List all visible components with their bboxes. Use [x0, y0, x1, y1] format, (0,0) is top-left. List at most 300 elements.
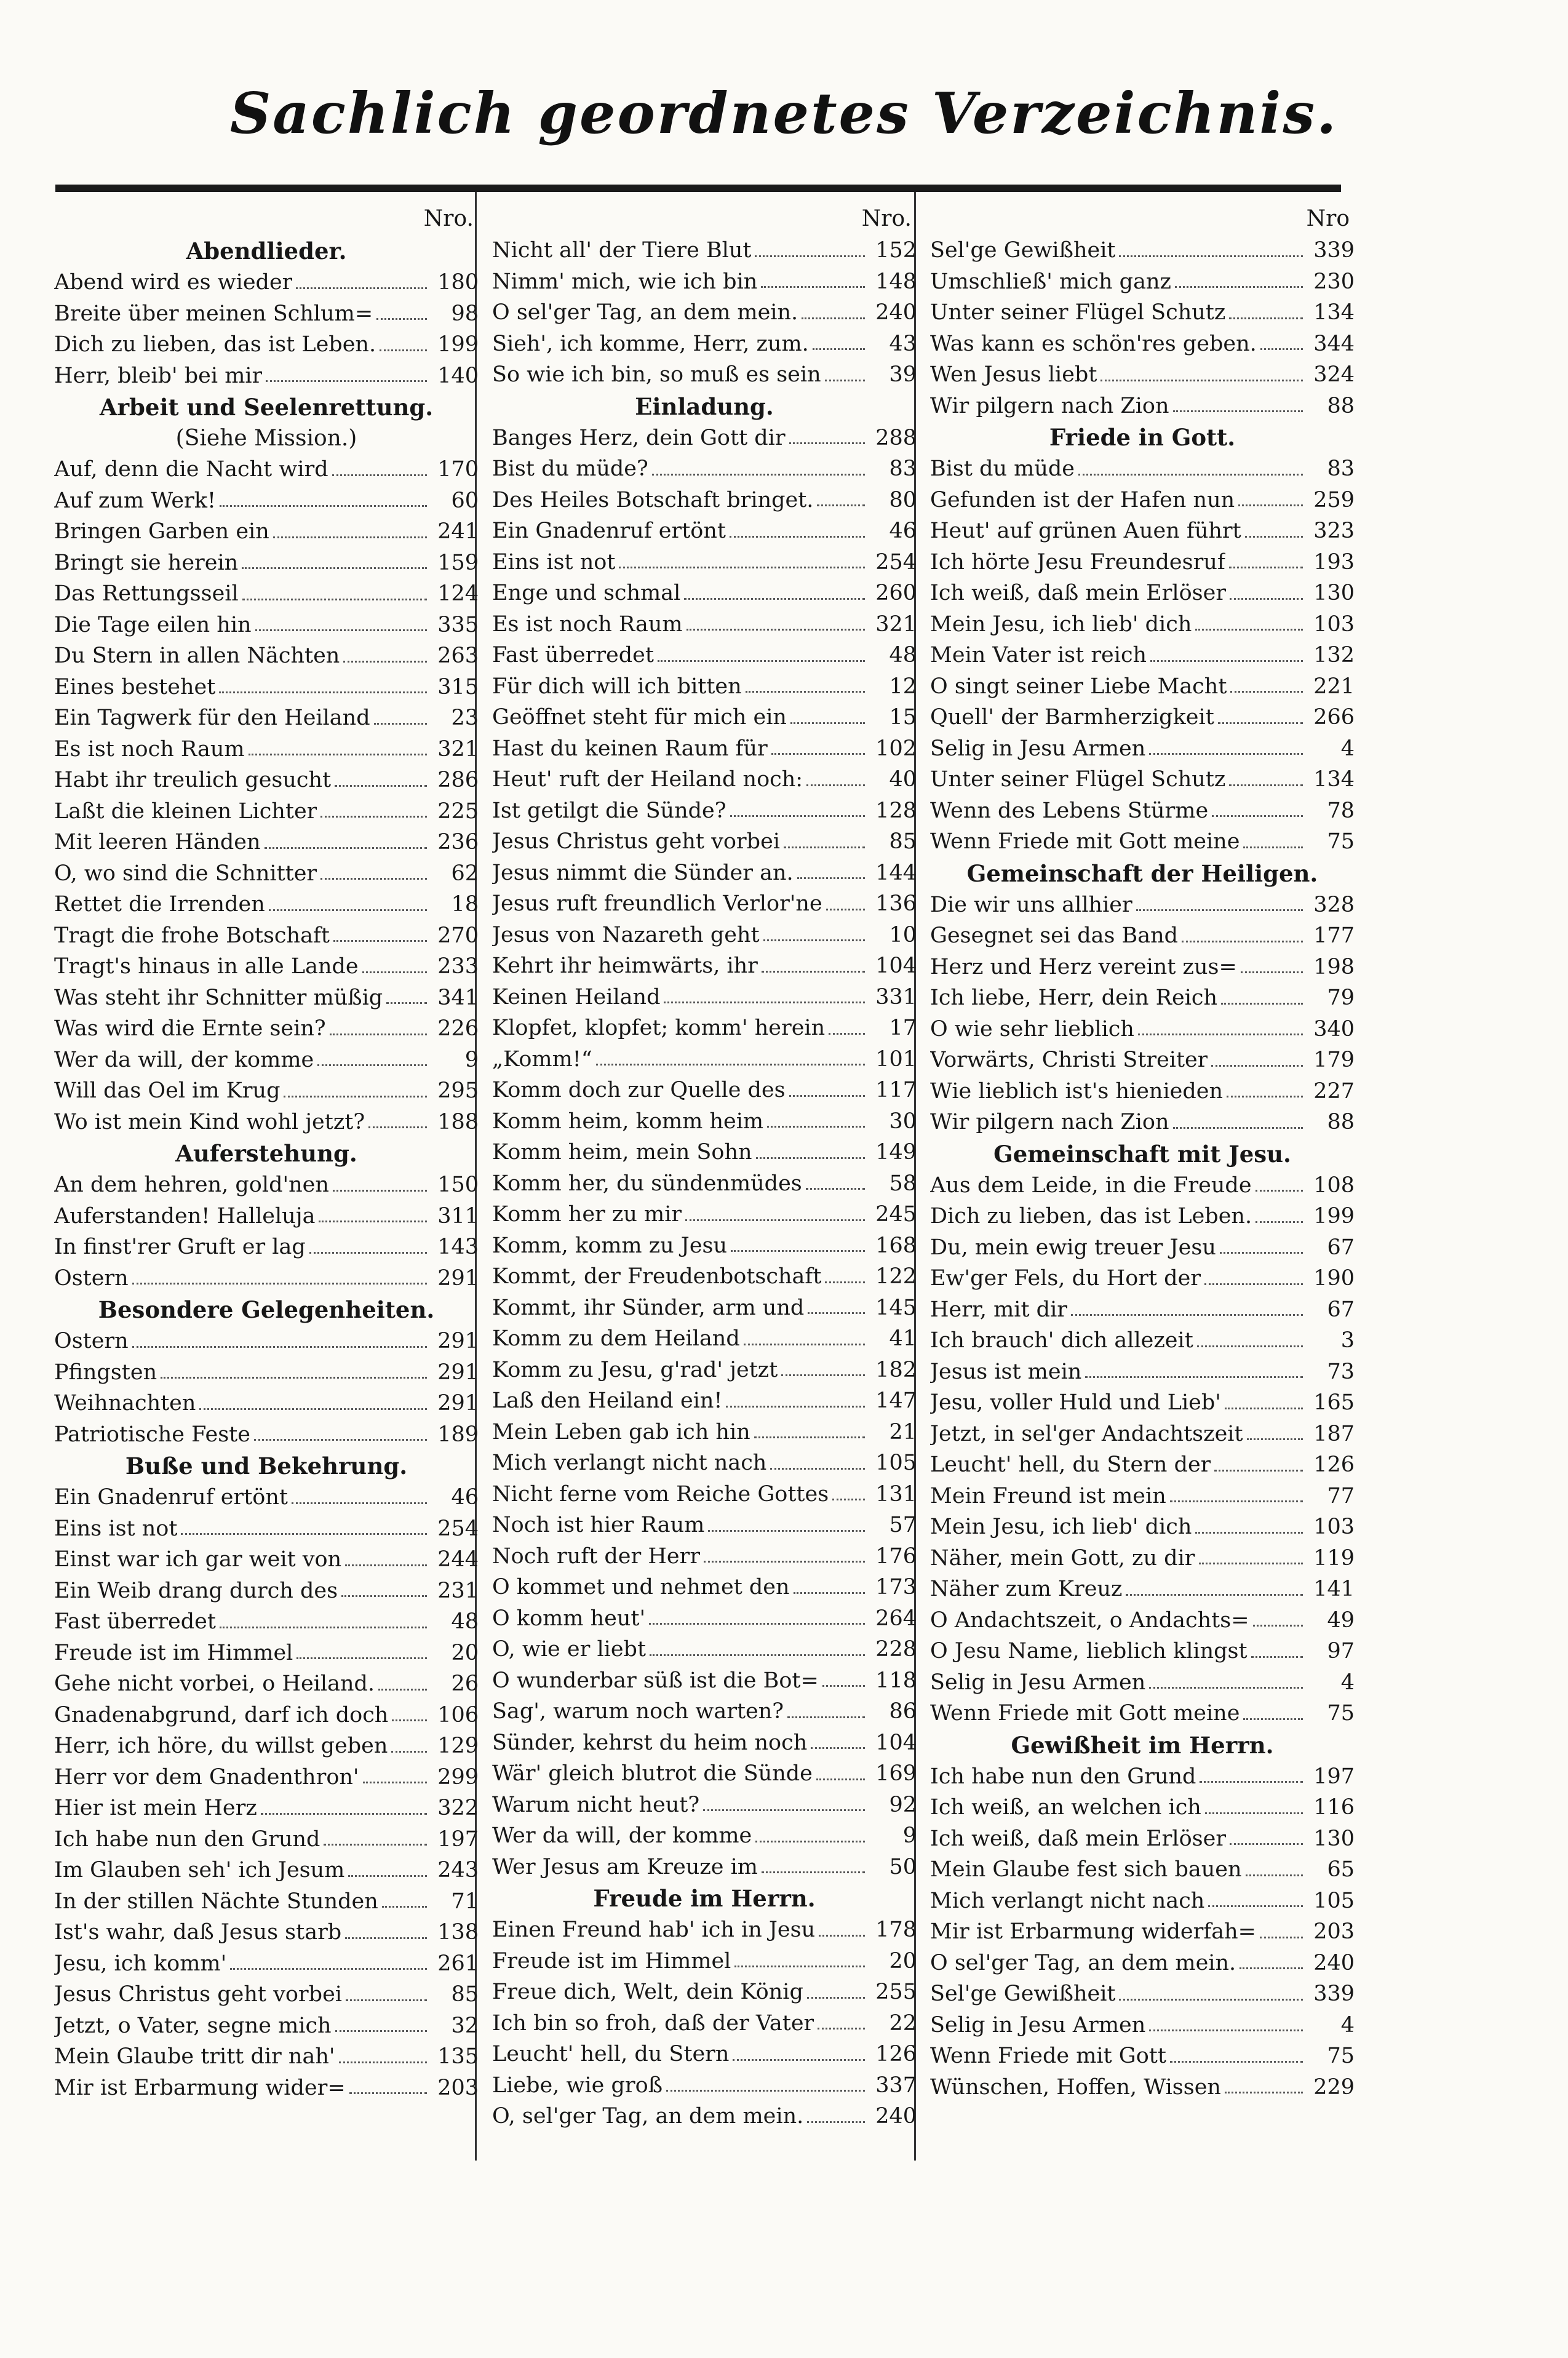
entry-title: Geöffnet steht für mich ein	[492, 705, 787, 730]
entry-title: O wunderbar süß ist die Bot=	[492, 1668, 819, 1693]
index-entry	[54, 1606, 479, 1638]
entry-title: Das Rettungsseil	[54, 581, 239, 606]
entry-number: 65	[1327, 1857, 1355, 1882]
index-entry	[492, 950, 917, 982]
dot-leader	[261, 1813, 427, 1815]
index-entry	[930, 1045, 1355, 1076]
index-entry	[492, 485, 917, 516]
dot-leader	[1149, 2029, 1303, 2031]
dot-leader	[807, 1997, 865, 1999]
entry-title: O, wo sind die Schnitter	[54, 861, 317, 886]
index-entry	[54, 1793, 479, 1824]
entry-title: Wünschen, Hoffen, Wissen	[930, 2074, 1221, 2100]
dot-leader	[652, 474, 865, 476]
entry-title: Ein Weib drang durch des	[54, 1578, 338, 1603]
entry-number: 339	[1313, 238, 1355, 263]
entry-title: Mein Glaube tritt dir nah'	[54, 2044, 335, 2069]
index-entry	[492, 702, 917, 733]
entry-title: So wie ich bin, so muß es sein	[492, 362, 821, 387]
index-entry	[492, 1603, 917, 1635]
entry-title: Die Tage eilen hin	[54, 612, 252, 637]
entry-title: Wir pilgern nach Zion	[930, 393, 1169, 418]
dot-leader	[703, 1809, 865, 1811]
entry-title: Sag', warum noch warten?	[492, 1699, 784, 1724]
entry-number: 97	[1327, 1639, 1355, 1663]
entry-title: Mit leeren Händen	[54, 830, 261, 854]
index-entry	[930, 235, 1355, 266]
dot-leader	[787, 1716, 865, 1718]
dot-leader	[1243, 846, 1303, 848]
dot-leader	[733, 2059, 865, 2061]
dot-leader	[1119, 255, 1303, 257]
dot-leader	[319, 1221, 427, 1222]
entry-number: 199	[437, 332, 479, 357]
dot-leader	[789, 442, 865, 444]
entry-title: Wie lieblich ist's hienieden	[930, 1078, 1224, 1104]
index-entry	[492, 547, 917, 578]
entry-title: Näher, mein Gott, zu dir	[930, 1545, 1195, 1571]
index-entry	[930, 1574, 1355, 1605]
dot-leader	[596, 1064, 865, 1065]
entry-title: Dich zu lieben, das ist Leben.	[930, 1204, 1252, 1229]
index-entry	[492, 423, 917, 454]
entry-number: 67	[1327, 1297, 1355, 1322]
index-entry	[930, 1916, 1355, 1948]
index-entry	[492, 609, 917, 640]
dot-leader	[730, 815, 865, 817]
dot-leader	[1136, 909, 1303, 911]
entry-number: 48	[451, 1609, 479, 1634]
index-column-3	[930, 203, 1355, 2159]
entry-number: 46	[451, 1485, 479, 1510]
entry-number: 103	[1313, 611, 1355, 637]
index-entry	[54, 1638, 479, 1669]
dot-leader	[1085, 1376, 1303, 1378]
index-entry	[930, 1978, 1355, 2010]
entry-number: 240	[875, 300, 917, 325]
index-entry	[492, 1106, 917, 1137]
dot-leader	[230, 1968, 427, 1970]
entry-number: 26	[451, 1671, 479, 1696]
entry-title: Mich verlangt nicht nach	[930, 1888, 1205, 1913]
dot-leader	[1149, 1687, 1303, 1689]
entry-number: 291	[437, 1265, 479, 1291]
dot-leader	[813, 348, 865, 350]
entry-title: In finst'rer Gruft er lag	[54, 1235, 306, 1259]
dot-leader	[817, 504, 865, 506]
entry-title: Jetzt, in sel'ger Andachtszeit	[930, 1421, 1243, 1446]
entry-title: Ich weiß, daß mein Erlöser	[930, 1826, 1227, 1851]
section-heading: Gewißheit im Herrn.	[1011, 1731, 1274, 1759]
entry-number: 165	[1313, 1390, 1355, 1415]
dot-leader	[374, 723, 427, 725]
dot-leader	[1251, 1656, 1303, 1658]
dot-leader	[619, 567, 865, 568]
entry-number: 295	[437, 1078, 479, 1103]
entry-title: Kommt, ihr Sünder, arm und	[492, 1295, 805, 1320]
dot-leader	[339, 2061, 428, 2063]
dot-leader	[1173, 1127, 1303, 1129]
entry-number: 141	[1313, 1577, 1355, 1601]
entry-number: 23	[451, 706, 479, 730]
entry-title: Auferstanden! Halleluja	[54, 1203, 316, 1229]
entry-title: Du, mein ewig treuer Jesu	[930, 1235, 1216, 1260]
entry-number: 173	[875, 1575, 917, 1599]
entry-title: Komm, komm zu Jesu	[492, 1233, 728, 1258]
dot-leader	[1256, 1190, 1303, 1192]
dot-leader	[349, 2092, 427, 2094]
entry-number: 77	[1327, 1483, 1355, 1508]
entry-number: 323	[1313, 519, 1355, 543]
entry-title: Sel'ge Gewißheit	[930, 1982, 1116, 2006]
section-heading: Abendlieder.	[186, 237, 347, 265]
dot-leader	[284, 1096, 427, 1097]
entry-number: 83	[889, 456, 917, 481]
section-heading: Einladung.	[635, 392, 774, 420]
entry-number: 138	[437, 1920, 479, 1945]
index-entry	[492, 516, 917, 547]
index-entry	[492, 982, 917, 1013]
dot-leader	[806, 1188, 865, 1190]
dot-leader	[666, 2090, 865, 2092]
dot-leader	[320, 878, 427, 880]
entry-title: Im Glauben seh' ich Jesum	[54, 1858, 345, 1882]
dot-leader	[320, 816, 427, 818]
entry-title: O kommet und nehmet den	[492, 1575, 790, 1599]
dot-leader	[161, 1377, 427, 1379]
entry-title: Jesus ruft freundlich Verlor'ne	[492, 891, 822, 916]
entry-number: 148	[875, 269, 917, 294]
dot-leader	[386, 1002, 427, 1004]
index-entry	[54, 734, 479, 765]
index-entry	[492, 858, 917, 889]
dot-leader	[376, 318, 427, 320]
entry-number: 255	[875, 1980, 917, 2004]
entry-title: Noch ist hier Raum	[492, 1513, 705, 1537]
index-entry	[930, 764, 1355, 795]
index-entry	[492, 1448, 917, 1479]
dot-leader	[391, 1751, 427, 1753]
dot-leader	[708, 1530, 865, 1532]
index-entry	[492, 826, 917, 858]
index-entry	[492, 795, 917, 827]
dot-leader	[1245, 536, 1303, 538]
index-entry	[54, 1419, 479, 1451]
entry-number: 41	[889, 1326, 917, 1351]
entry-number: 62	[451, 861, 479, 886]
entry-number: 18	[451, 892, 479, 917]
index-entry	[930, 1107, 1355, 1138]
entry-number: 225	[437, 799, 479, 824]
entry-title: Wer da will, der komme	[492, 1823, 752, 1848]
entry-number: 245	[875, 1202, 917, 1227]
entry-number: 118	[875, 1668, 917, 1693]
entry-title: Ich weiß, daß mein Erlöser	[930, 581, 1227, 605]
entry-number: 101	[875, 1046, 917, 1072]
entry-title: Näher zum Kreuz	[930, 1577, 1123, 1601]
entry-number: 49	[1327, 1607, 1355, 1633]
entry-number: 228	[875, 1637, 917, 1662]
index-entry	[930, 1823, 1355, 1855]
entry-title: Bist du müde?	[492, 456, 648, 481]
entry-title: O, wie er liebt	[492, 1637, 647, 1662]
entry-title: Jesus Christus geht vorbei	[54, 1982, 342, 2007]
index-entry	[930, 2010, 1355, 2041]
entry-title: Bringen Garben ein	[54, 519, 269, 544]
index-entry	[930, 1356, 1355, 1388]
entry-number: 3	[1340, 1328, 1355, 1353]
entry-title: Gehe nicht vorbei, o Heiland.	[54, 1671, 375, 1696]
entry-number: 80	[889, 487, 917, 512]
entry-title: Auf zum Werk!	[54, 488, 217, 513]
entry-title: Jetzt, o Vater, segne mich	[54, 2013, 332, 2038]
dot-leader	[832, 1499, 865, 1500]
entry-title: Nicht ferne vom Reiche Gottes	[492, 1481, 829, 1507]
entry-number: 240	[1313, 1950, 1355, 1975]
dot-leader	[658, 660, 865, 662]
dot-leader	[382, 1906, 427, 1908]
entry-number: 177	[1313, 923, 1355, 948]
index-entry	[930, 1854, 1355, 1886]
index-entry	[930, 1201, 1355, 1232]
index-entry	[930, 485, 1355, 516]
entry-title: Mein Vater ist reich	[930, 643, 1147, 667]
index-entry	[930, 982, 1355, 1014]
entry-number: 20	[451, 1640, 479, 1665]
entry-title: Heut' auf grünen Auen führt	[930, 519, 1241, 543]
dot-leader	[249, 754, 427, 755]
dot-leader	[1208, 1905, 1303, 1907]
entry-number: 266	[1313, 705, 1355, 730]
index-entry	[54, 1513, 479, 1545]
entry-title: Will das Oel im Krug	[54, 1078, 281, 1103]
index-entry	[930, 453, 1355, 485]
index-entry	[930, 1294, 1355, 1326]
index-entry	[492, 1168, 917, 1200]
dot-leader	[686, 629, 865, 631]
index-entry	[492, 578, 917, 609]
entry-number: 240	[875, 2104, 917, 2129]
entry-number: 20	[889, 1948, 917, 1974]
entry-title: Wenn des Lebens Stürme	[930, 798, 1209, 823]
entry-number: 117	[875, 1078, 917, 1102]
dot-leader	[789, 1095, 865, 1097]
entry-number: 236	[437, 830, 479, 854]
entry-title: Umschließ' mich ganz	[930, 269, 1171, 294]
entry-number: 12	[889, 674, 917, 699]
entry-title: Enge und schmal	[492, 581, 681, 605]
entry-number: 261	[437, 1951, 479, 1976]
index-entry	[54, 1169, 479, 1201]
entry-title: Wir pilgern nach Zion	[930, 1110, 1169, 1134]
entry-number: 78	[1327, 798, 1355, 823]
dot-leader	[1256, 1221, 1303, 1223]
entry-title: Wär' gleich blutrot die Sünde	[492, 1761, 813, 1786]
entry-number: 315	[437, 674, 479, 699]
dot-leader	[1199, 1563, 1303, 1564]
dot-leader	[755, 255, 865, 257]
dot-leader	[378, 1689, 427, 1691]
dot-leader	[1238, 504, 1303, 506]
entry-title: Hier ist mein Herz	[54, 1796, 257, 1820]
dot-leader	[324, 1844, 427, 1846]
entry-title: Herr, mit dir	[930, 1297, 1068, 1322]
dot-leader	[1240, 1967, 1303, 1969]
entry-title: Was wird die Ernte sein?	[54, 1016, 326, 1041]
index-entry	[930, 1605, 1355, 1636]
entry-number: 340	[1313, 1016, 1355, 1042]
index-entry	[930, 609, 1355, 640]
entry-title: Unter seiner Flügel Schutz	[930, 767, 1226, 792]
dot-leader	[1078, 474, 1303, 476]
dot-leader	[1229, 317, 1303, 319]
index-entry	[492, 888, 917, 920]
entry-title: Ist getilgt die Sünde?	[492, 798, 726, 823]
entry-number: 79	[1327, 986, 1355, 1010]
dot-leader	[797, 877, 865, 879]
index-entry	[54, 858, 479, 890]
index-entry	[492, 1293, 917, 1324]
number-column-header: Nro.	[861, 206, 912, 231]
entry-title: Selig in Jesu Armen	[930, 1670, 1146, 1695]
entry-title: Gnadenabgrund, darf ich doch	[54, 1702, 389, 1727]
index-entry	[492, 1852, 917, 1883]
dot-leader	[1182, 941, 1303, 942]
entry-number: 22	[889, 2010, 917, 2036]
dot-leader	[1243, 1718, 1303, 1720]
entry-number: 126	[1313, 1452, 1355, 1477]
entry-number: 86	[889, 1699, 917, 1724]
entry-title: Mir ist Erbarmung wider=	[54, 2075, 346, 2100]
entry-number: 197	[1313, 1764, 1355, 1789]
index-entry	[54, 920, 479, 952]
index-entry	[54, 951, 479, 982]
entry-title: Des Heiles Botschaft bringet.	[492, 487, 814, 512]
entry-number: 143	[437, 1235, 479, 1259]
dot-leader	[363, 1782, 427, 1783]
page-title: Sachlich geordnetes Verzeichnis.	[229, 80, 1339, 146]
index-entry	[930, 1667, 1355, 1699]
dot-leader	[818, 2028, 865, 2029]
entry-title: Komm zu dem Heiland	[492, 1326, 740, 1351]
dot-leader	[1170, 2061, 1303, 2063]
index-entry	[492, 764, 917, 795]
index-entry	[930, 1387, 1355, 1419]
index-entry	[54, 267, 479, 298]
dot-leader	[650, 1654, 865, 1656]
dot-leader	[332, 474, 427, 476]
dot-leader	[819, 1935, 865, 1937]
index-entry	[930, 578, 1355, 609]
entry-number: 197	[437, 1826, 479, 1852]
entry-title: Was kann es schön'res geben.	[930, 331, 1257, 356]
entry-title: Nimm' mich, wie ich bin	[492, 269, 758, 294]
entry-number: 168	[875, 1233, 917, 1258]
entry-title: Mein Freund ist mein	[930, 1483, 1166, 1508]
entry-title: Ist's wahr, daß Jesus starb	[54, 1920, 342, 1945]
entry-title: Breite über meinen Schlum=	[54, 301, 373, 326]
entry-number: 71	[451, 1889, 479, 1914]
index-entry	[54, 1357, 479, 1388]
entry-title: Patriotische Feste	[54, 1422, 250, 1447]
entry-number: 58	[889, 1171, 917, 1196]
index-entry	[930, 547, 1355, 578]
entry-number: 48	[889, 643, 917, 667]
entry-number: 182	[875, 1357, 917, 1382]
entry-title: Heut' ruft der Heiland noch:	[492, 767, 803, 792]
dot-leader	[333, 940, 427, 942]
entry-number: 337	[875, 2073, 917, 2098]
entry-number: 321	[437, 736, 479, 762]
entry-title: Abend wird es wieder	[54, 270, 293, 295]
entry-title: Eins ist not	[54, 1516, 178, 1541]
index-entry	[492, 1634, 917, 1665]
index-entry	[54, 889, 479, 920]
index-entry	[492, 2008, 917, 2039]
entry-title: Klopfet, klopfet; komm' herein	[492, 1016, 826, 1040]
entry-title: Selig in Jesu Armen	[930, 736, 1146, 761]
entry-title: Komm her zu mir	[492, 1202, 682, 1227]
entry-number: 43	[889, 331, 917, 356]
entry-number: 134	[1313, 300, 1355, 325]
dot-leader	[362, 971, 427, 973]
dot-leader	[649, 1623, 865, 1625]
entry-title: Wer da will, der komme	[54, 1047, 314, 1072]
dot-leader	[756, 1157, 865, 1159]
entry-number: 144	[875, 860, 917, 885]
dot-leader	[368, 1126, 427, 1128]
index-entry	[492, 453, 917, 485]
dot-leader	[790, 722, 865, 724]
entry-number: 286	[437, 768, 479, 792]
index-entry	[54, 1731, 479, 1762]
dot-leader	[744, 1344, 865, 1345]
entry-title: Pfingsten	[54, 1360, 157, 1385]
index-entry	[492, 1199, 917, 1230]
entry-number: 88	[1327, 393, 1355, 418]
index-entry	[54, 1326, 479, 1357]
dot-leader	[392, 1719, 427, 1721]
dot-leader	[685, 1219, 865, 1221]
index-column-2	[492, 203, 917, 2159]
dot-leader	[219, 691, 427, 693]
entry-title: O, sel'ger Tag, an dem mein.	[492, 2104, 804, 2129]
index-entry	[54, 1544, 479, 1575]
entry-title: Ew'ger Fels, du Hort der	[930, 1266, 1201, 1291]
index-entry	[54, 796, 479, 827]
dot-leader	[181, 1533, 427, 1535]
index-entry	[930, 297, 1355, 329]
entry-number: 104	[875, 1730, 917, 1755]
entry-title: Einst war ich gar weit von	[54, 1547, 342, 1572]
index-entry	[492, 2039, 917, 2070]
entry-number: 178	[875, 1918, 917, 1942]
entry-title: Es ist noch Raum	[492, 611, 683, 637]
entry-number: 149	[875, 1140, 917, 1165]
entry-title: Ich habe nun den Grund	[930, 1764, 1196, 1789]
dot-leader	[242, 567, 427, 569]
entry-number: 103	[1313, 1515, 1355, 1539]
header-rule	[55, 185, 1341, 192]
entry-number: 10	[889, 922, 917, 947]
index-entry	[492, 235, 917, 266]
dot-leader	[784, 846, 865, 848]
entry-title: Auf, denn die Nacht wird	[54, 457, 328, 482]
index-entry	[492, 1075, 917, 1106]
index-entry	[930, 516, 1355, 547]
entry-number: 227	[1313, 1078, 1355, 1104]
dot-leader	[755, 1841, 865, 1842]
